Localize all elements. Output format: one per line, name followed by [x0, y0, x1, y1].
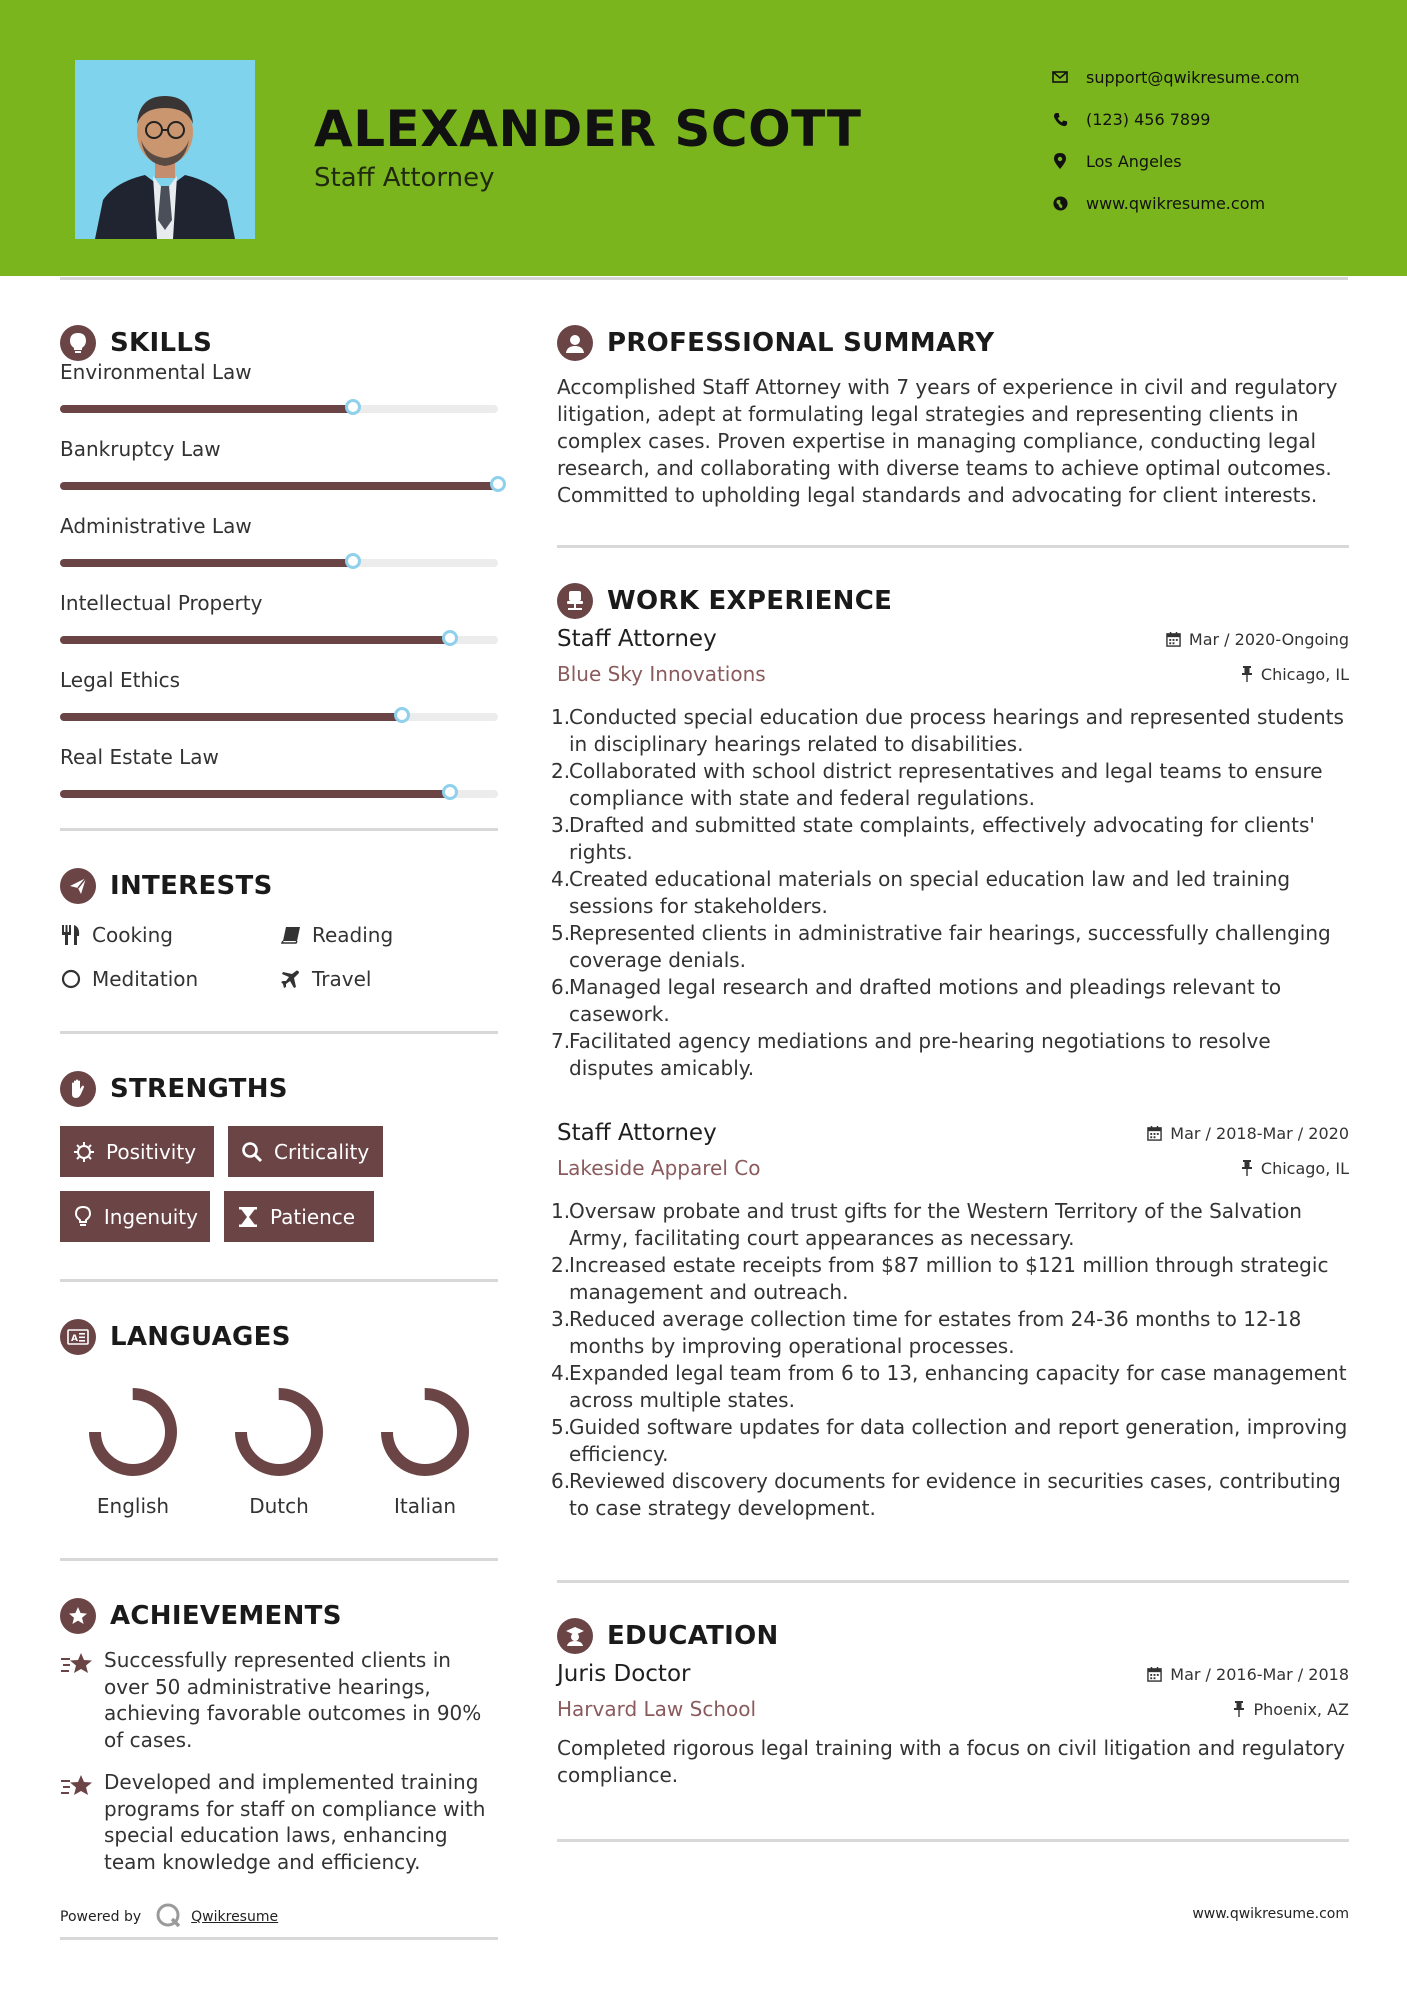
skill-bar-knob: [345, 553, 361, 569]
experience-title: WORK EXPERIENCE: [607, 586, 893, 616]
job-location-text: Chicago, IL: [1260, 664, 1349, 684]
bullet-number: 3.: [551, 1307, 571, 1331]
skill-bar-track: [60, 482, 498, 490]
bullet-text: Managed legal research and drafted motions and pleadings relevant to casework.: [569, 975, 1282, 1026]
achievement-text: Successfully represented clients in over 50 administrative hearings, achieving favorable outcomes in 90% of cases.: [104, 1648, 482, 1752]
bullet-number: 5.: [551, 921, 571, 945]
job-location: [1241, 665, 1349, 684]
language-name: Dutch: [249, 1494, 309, 1518]
skill-bar-fill: [60, 713, 402, 721]
calendar-icon: [1166, 632, 1181, 647]
hand-icon: [60, 1071, 96, 1107]
bullet-number: 7.: [551, 1029, 571, 1053]
profile-photo: [75, 60, 255, 239]
lightbulb-icon: [72, 1205, 94, 1229]
skill-bar-knob: [442, 630, 458, 646]
contact-location-text: Los Angeles: [1086, 151, 1182, 171]
strength-badge: [60, 1191, 210, 1242]
interests-title: INTERESTS: [110, 871, 273, 901]
bullet-text: Increased estate receipts from $87 million to $121 million through strategic management and outreach.: [569, 1253, 1329, 1304]
interest-label: Cooking: [92, 923, 173, 947]
candidate-name: ALEXANDER SCOTT: [314, 100, 862, 158]
experience-heading: [557, 576, 1349, 626]
contact-phone-text: (123) 456 7899: [1086, 109, 1211, 129]
skill-name: Bankruptcy Law: [60, 437, 221, 461]
job-bullet: [551, 1414, 1349, 1468]
job-date: [1147, 1124, 1349, 1143]
contact-phone[interactable]: [1050, 98, 1300, 140]
globe-icon: [1050, 193, 1070, 213]
achievements-list: [60, 1647, 498, 1875]
skill-bar-fill: [60, 636, 450, 644]
language-item: [352, 1384, 498, 1518]
user-icon: [557, 325, 593, 361]
strength-label: Patience: [270, 1204, 356, 1229]
bullet-number: 1.: [551, 705, 571, 729]
job-location: [1241, 1159, 1349, 1178]
strength-label: Positivity: [106, 1139, 197, 1164]
interest-item: [280, 967, 498, 991]
section-divider: [557, 1839, 1349, 1842]
star-trophy-icon: [60, 1651, 94, 1681]
bullet-text: Conducted special education due process hearings and represented students in disciplinary hearings related to disabilities.: [569, 705, 1344, 756]
contact-list: [1050, 56, 1300, 224]
interest-label: Travel: [312, 967, 372, 991]
right-column: [551, 318, 1349, 1842]
job-company: Blue Sky Innovations: [557, 662, 766, 686]
job-entry: [551, 1120, 1349, 1522]
bullet-number: 4.: [551, 1361, 571, 1385]
education-description: Completed rigorous legal training with a focus on civil litigation and regulatory compliance.: [557, 1736, 1345, 1787]
office-chair-icon: [557, 583, 593, 619]
header-divider: [60, 277, 1348, 280]
star-trophy-icon: [60, 1773, 94, 1803]
left-column: [60, 318, 498, 1875]
bullet-number: 2.: [551, 1253, 571, 1277]
interests-list: [60, 923, 498, 991]
bullet-number: 4.: [551, 867, 571, 891]
language-name: English: [96, 1494, 170, 1518]
contact-website[interactable]: [1050, 182, 1300, 224]
skill-bar-knob: [394, 707, 410, 723]
skill-bar-knob: [345, 399, 361, 415]
cutlery-icon: [60, 924, 82, 946]
skills-list: [60, 358, 498, 820]
skill-bar-track: [60, 405, 498, 413]
language-name: Italian: [393, 1494, 457, 1518]
job-title: Staff Attorney: [557, 626, 717, 652]
hourglass-icon: [236, 1205, 260, 1229]
education-date-text: Mar / 2016-Mar / 2018: [1170, 1664, 1349, 1684]
powered-by-label: Powered by: [60, 1909, 142, 1925]
skill-bar-fill: [60, 790, 450, 798]
skill-name: Administrative Law: [60, 514, 252, 538]
footer-website[interactable]: www.qwikresume.com: [1192, 1906, 1349, 1922]
job-bullet: [551, 974, 1349, 1028]
skill-bar-knob: [490, 476, 506, 492]
calendar-icon: [1147, 1126, 1162, 1141]
skill-bar-track: [60, 636, 498, 644]
summary-text: Accomplished Staff Attorney with 7 years of experience in civil and regulatory litigation, adept at formulating legal strategies and representing clients in complex cases. Proven expertise in managing compliance, conducting legal research, and collaborating with diverse teams to achieve optimal outcomes. Committed to upholding legal standards and advocating for client interests.: [557, 375, 1338, 507]
qwikresume-logo-icon: [155, 1902, 181, 1932]
footer-divider: [60, 1937, 498, 1940]
interests-heading: [60, 861, 498, 911]
job-bullet: [551, 1252, 1349, 1306]
bullet-number: 6.: [551, 1469, 571, 1493]
interest-label: Reading: [312, 923, 394, 947]
education-location: [1233, 1700, 1349, 1719]
interest-item: [60, 923, 280, 947]
skill-bar-knob: [442, 784, 458, 800]
bullet-text: Reduced average collection time for estates from 24-36 months to 12-18 months by improving operational processes.: [569, 1307, 1302, 1358]
job-bullet: [551, 1306, 1349, 1360]
job-date-text: Mar / 2020-Ongoing: [1188, 629, 1349, 649]
skill-bar-track: [60, 790, 498, 798]
circle-icon: [60, 968, 82, 990]
skill-item: [60, 666, 498, 743]
job-company: Lakeside Apparel Co: [557, 1156, 761, 1180]
strength-badge: [60, 1126, 214, 1177]
bullet-text: Collaborated with school district representatives and legal teams to ensure compliance with state and federal regulations.: [569, 759, 1323, 810]
paper-plane-icon: [60, 868, 96, 904]
envelope-icon: [1050, 67, 1070, 87]
phone-icon: [1050, 109, 1070, 129]
education-degree: Juris Doctor: [557, 1661, 691, 1687]
education-heading: [557, 1611, 1349, 1661]
skill-item: [60, 435, 498, 512]
achievements-title: ACHIEVEMENTS: [110, 1601, 342, 1631]
skill-name: Intellectual Property: [60, 591, 263, 615]
bullet-number: 2.: [551, 759, 571, 783]
job-bullet: [551, 704, 1349, 758]
languages-heading: [60, 1312, 498, 1362]
star-badge-icon: [60, 1598, 96, 1634]
language-icon: [60, 1319, 96, 1355]
bullet-text: Oversaw probate and trust gifts for the Western Territory of the Salvation Army, facilitating court appearances as necessary.: [569, 1199, 1302, 1250]
bullet-text: Represented clients in administrative fair hearings, successfully challenging coverage denials.: [569, 921, 1331, 972]
skill-bar-fill: [60, 405, 353, 413]
svg-text:A: A: [71, 1334, 78, 1344]
qwikresume-link[interactable]: Qwikresume: [191, 1909, 279, 1925]
education-school: Harvard Law School: [557, 1697, 757, 1721]
strengths-title: STRENGTHS: [110, 1074, 288, 1104]
bullet-number: 3.: [551, 813, 571, 837]
calendar-icon: [1147, 1667, 1162, 1682]
job-bullet: [551, 1198, 1349, 1252]
summary-heading: [557, 318, 1349, 368]
job-bullets: [551, 704, 1349, 1082]
pushpin-icon: [1241, 1160, 1253, 1176]
strengths-list: [60, 1126, 498, 1242]
bullet-text: Reviewed discovery documents for evidence in securities cases, contributing to case strategy development.: [569, 1469, 1341, 1520]
strength-label: Criticality: [274, 1139, 370, 1164]
achievements-heading: [60, 1591, 498, 1641]
plane-icon: [280, 968, 302, 990]
language-ring: [231, 1384, 327, 1480]
candidate-title: Staff Attorney: [314, 163, 495, 193]
skill-bar-track: [60, 713, 498, 721]
education-title: EDUCATION: [607, 1621, 779, 1651]
sun-icon: [72, 1140, 96, 1164]
pushpin-icon: [1241, 666, 1253, 682]
skill-name: Environmental Law: [60, 360, 252, 384]
pushpin-icon: [1233, 1701, 1245, 1717]
interest-item: [280, 923, 498, 947]
skill-item: [60, 358, 498, 435]
bullet-number: 1.: [551, 1199, 571, 1223]
powered-by: [60, 1902, 278, 1932]
contact-location: [1050, 140, 1300, 182]
job-date-text: Mar / 2018-Mar / 2020: [1170, 1123, 1349, 1143]
strength-badge: [224, 1191, 374, 1242]
job-bullet: [551, 1468, 1349, 1522]
education-location-text: Phoenix, AZ: [1253, 1699, 1349, 1719]
contact-email-text: support@qwikresume.com: [1086, 67, 1300, 87]
skill-item: [60, 743, 498, 820]
map-pin-icon: [1050, 151, 1070, 171]
skill-item: [60, 589, 498, 666]
strength-badge: [228, 1126, 383, 1177]
language-ring: [85, 1384, 181, 1480]
achievement-item: [60, 1769, 498, 1875]
job-entry: [551, 626, 1349, 1082]
skill-name: Real Estate Law: [60, 745, 219, 769]
skills-title: SKILLS: [110, 328, 213, 358]
bullet-number: 6.: [551, 975, 571, 999]
job-title: Staff Attorney: [557, 1120, 717, 1146]
bullet-text: Created educational materials on special education law and led training sessions for stakeholders.: [569, 867, 1291, 918]
interest-item: [60, 967, 280, 991]
bullet-text: Facilitated agency mediations and pre-hearing negotiations to resolve disputes amicably.: [569, 1029, 1271, 1080]
skill-bar-fill: [60, 559, 353, 567]
bullet-number: 5.: [551, 1415, 571, 1439]
strengths-heading: [60, 1064, 498, 1114]
job-bullet: [551, 1028, 1349, 1082]
search-icon: [240, 1140, 264, 1164]
graduate-icon: [557, 1618, 593, 1654]
skill-bar-fill: [60, 482, 498, 490]
job-date: [1166, 630, 1349, 649]
bullet-text: Expanded legal team from 6 to 13, enhancing capacity for case management across multiple states.: [569, 1361, 1347, 1412]
education-entry: [557, 1661, 1349, 1789]
language-ring: [377, 1384, 473, 1480]
contact-email[interactable]: [1050, 56, 1300, 98]
interest-label: Meditation: [92, 967, 199, 991]
book-icon: [280, 924, 302, 946]
skill-name: Legal Ethics: [60, 668, 181, 692]
bullet-text: Guided software updates for data collection and report generation, improving efficiency.: [569, 1415, 1348, 1466]
language-item: [60, 1384, 206, 1518]
achievement-item: [60, 1647, 498, 1753]
job-bullet: [551, 812, 1349, 866]
skill-item: [60, 512, 498, 589]
languages-title: LANGUAGES: [110, 1322, 291, 1352]
job-bullet: [551, 866, 1349, 920]
job-location-text: Chicago, IL: [1260, 1158, 1349, 1178]
contact-website-text: www.qwikresume.com: [1086, 193, 1266, 213]
skill-bar-track: [60, 559, 498, 567]
lightbulb-icon: [60, 325, 96, 361]
strength-label: Ingenuity: [103, 1204, 198, 1229]
job-bullets: [551, 1198, 1349, 1522]
job-bullet: [551, 758, 1349, 812]
job-bullet: [551, 1360, 1349, 1414]
languages-list: [60, 1384, 498, 1518]
summary-title: PROFESSIONAL SUMMARY: [607, 328, 995, 358]
jobs-list: [551, 626, 1349, 1522]
bullet-text: Drafted and submitted state complaints, effectively advocating for clients' rights.: [569, 813, 1315, 864]
achievement-text: Developed and implemented training programs for staff on compliance with special education laws, enhancing team knowledge and efficiency.: [104, 1770, 486, 1874]
education-date: [1147, 1665, 1349, 1684]
language-item: [206, 1384, 352, 1518]
job-bullet: [551, 920, 1349, 974]
